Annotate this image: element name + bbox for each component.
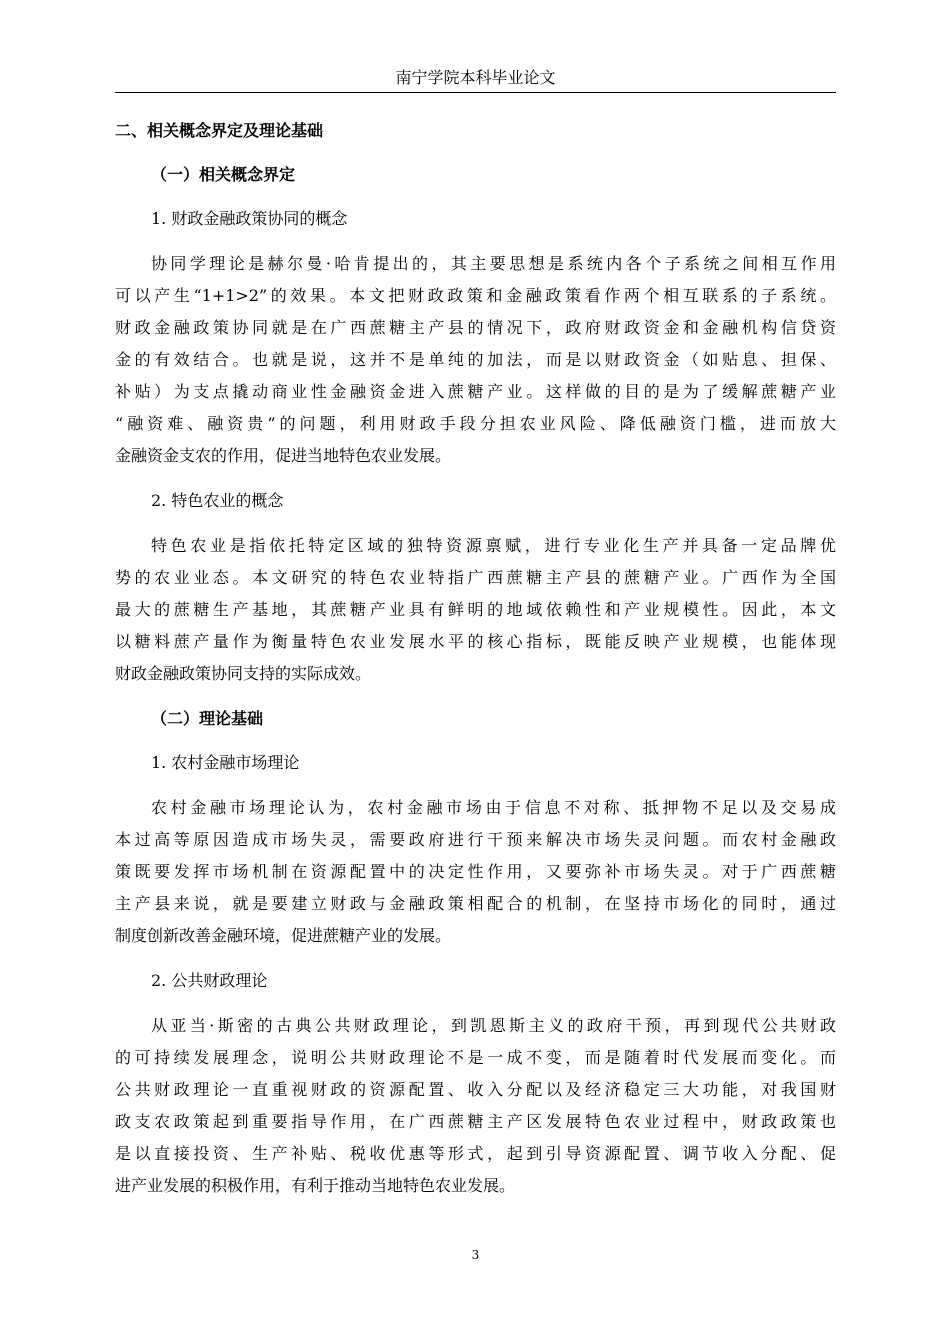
paragraph-line: 协同学理论是赫尔曼·哈肯提出的，其主要思想是系统内各个子系统之间相互作用 — [151, 254, 836, 273]
paragraph-line: 可以产生“1+1>2”的效果。本文把财政政策和金融政策看作两个相互联系的子系统。 — [115, 286, 836, 305]
paragraph-line: 主产县来说，就是要建立财政与金融政策相配合的机制，在坚持市场化的同时，通过 — [115, 894, 836, 913]
item-heading-fiscal-financial-synergy: 1. 财政金融政策协同的概念 — [151, 209, 348, 228]
header-rule — [115, 92, 836, 93]
document-body — [115, 116, 836, 1216]
item-heading-specialty-agriculture: 2. 特色农业的概念 — [151, 491, 284, 510]
subsection-heading-concepts: （一）相关概念界定 — [151, 165, 296, 184]
paragraph-line: 策既要发挥市场机制在资源配置中的决定性作用，又要弥补市场失灵。对于广西蔗糖 — [115, 862, 836, 881]
paragraph-fiscal-financial-synergy — [115, 248, 836, 472]
paragraph-line: 本过高等原因造成市场失灵，需要政府进行干预来解决市场失灵问题。而农村金融政 — [115, 830, 836, 849]
paragraph-rural-finance-theory — [115, 792, 836, 952]
paragraph-line: 政支农政策起到重要指导作用，在广西蔗糖主产区发展特色农业过程中，财政政策也 — [115, 1112, 836, 1131]
paragraph-line: 公共财政理论一直重视财政的资源配置、收入分配以及经济稳定三大功能，对我国财 — [115, 1080, 836, 1099]
paragraph-line: 补贴）为支点撬动商业性金融资金进入蔗糖产业。这样做的目的是为了缓解蔗糖产业 — [115, 382, 836, 401]
paragraph-line: 势的农业业态。本文研究的特色农业特指广西蔗糖主产县的蔗糖产业。广西作为全国 — [115, 568, 836, 587]
paragraph-line: 特色农业是指依托特定区域的独特资源禀赋，进行专业化生产并具备一定品牌优 — [151, 536, 836, 555]
paragraph-public-finance-theory — [115, 1010, 836, 1202]
page-header: 南宁学院本科毕业论文 — [395, 68, 556, 87]
paragraph-line: 农村金融市场理论认为，农村金融市场由于信息不对称、抵押物不足以及交易成 — [151, 798, 836, 817]
paragraph-specialty-agriculture — [115, 530, 836, 690]
paragraph-line: 进产业发展的积极作用，有利于推动当地特色农业发展。 — [115, 1176, 516, 1195]
paragraph-line: 财政金融政策协同就是在广西蔗糖主产县的情况下，政府财政资金和金融机构信贷资 — [115, 318, 836, 337]
paragraph-line: 金的有效结合。也就是说，这并不是单纯的加法，而是以财政资金（如贴息、担保、 — [115, 350, 836, 369]
item-heading-rural-finance-theory: 1. 农村金融市场理论 — [151, 753, 300, 772]
paragraph-line: 的可持续发展理念，说明公共财政理论不是一成不变，而是随着时代发展而变化。而 — [115, 1048, 836, 1067]
section-heading: 二、相关概念界定及理论基础 — [115, 121, 324, 140]
paragraph-line: “融资难、融资贵”的问题，利用财政手段分担农业风险、降低融资门槛，进而放大 — [115, 414, 836, 433]
paragraph-line: 是以直接投资、生产补贴、税收优惠等形式，起到引导资源配置、调节收入分配、促 — [115, 1144, 836, 1163]
paragraph-line: 金融资金支农的作用，促进当地特色农业发展。 — [115, 446, 452, 465]
paragraph-line: 从亚当·斯密的古典公共财政理论，到凯恩斯主义的政府干预，再到现代公共财政 — [151, 1016, 836, 1035]
page-number: 3 — [471, 1248, 480, 1262]
paragraph-line: 制度创新改善金融环境，促进蔗糖产业的发展。 — [115, 926, 452, 945]
paragraph-line: 最大的蔗糖生产基地，其蔗糖产业具有鲜明的地域依赖性和产业规模性。因此，本文 — [115, 600, 836, 619]
paragraph-line: 以糖料蔗产量作为衡量特色农业发展水平的核心指标，既能反映产业规模，也能体现 — [115, 632, 836, 651]
paragraph-line: 财政金融政策协同支持的实际成效。 — [115, 664, 372, 683]
subsection-heading-theory: （二）理论基础 — [151, 709, 264, 728]
item-heading-public-finance-theory: 2. 公共财政理论 — [151, 971, 268, 990]
